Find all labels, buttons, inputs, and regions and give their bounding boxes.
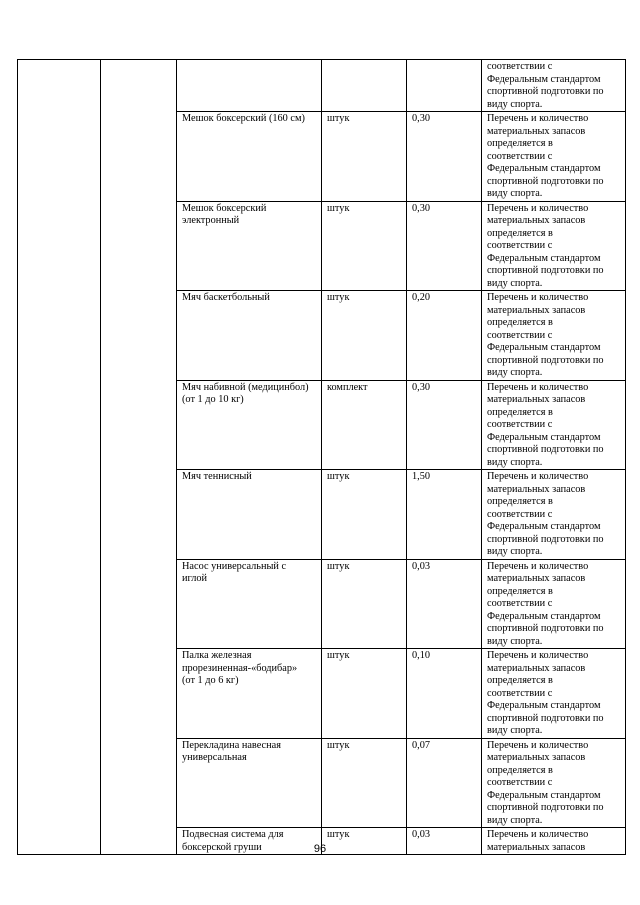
note-cell: Перечень и количество материальных запасов определяется в соответствии с Федеральным стандартом спортивной подготовки по виду спорта. [482, 291, 626, 381]
unit-cell: штук [322, 201, 407, 291]
item-name-cell: Насос универсальный с иглой [177, 559, 322, 649]
qty-cell: 0,03 [407, 828, 482, 855]
item-name-cell: Мяч набивной (медицинбол) (от 1 до 10 кг) [177, 380, 322, 470]
equipment-table [17, 59, 626, 855]
note-cell: Перечень и количество материальных запасов определяется в соответствии с Федеральным стандартом спортивной подготовки по виду спорта. [482, 380, 626, 470]
qty-cell: 0,03 [407, 559, 482, 649]
note-cell: Перечень и количество материальных запасов [482, 828, 626, 855]
note-cell: соответствии с Федеральным стандартом спортивной подготовки по виду спорта. [482, 60, 626, 112]
unit-cell: комплект [322, 380, 407, 470]
merged-cell-col2 [101, 60, 177, 855]
note-cell: Перечень и количество материальных запасов определяется в соответствии с Федеральным стандартом спортивной подготовки по виду спорта. [482, 112, 626, 202]
item-name-cell: Подвесная система для боксерской груши [177, 828, 322, 855]
table-body [18, 60, 626, 855]
note-cell: Перечень и количество материальных запасов определяется в соответствии с Федеральным стандартом спортивной подготовки по виду спорта. [482, 738, 626, 828]
qty-cell: 1,50 [407, 470, 482, 560]
unit-cell [322, 60, 407, 112]
item-name-cell: Перекладина навесная универсальная [177, 738, 322, 828]
page-number: 96 [313, 843, 327, 855]
qty-cell: 0,30 [407, 201, 482, 291]
unit-cell: штук [322, 828, 407, 855]
note-cell: Перечень и количество материальных запасов определяется в соответствии с Федеральным стандартом спортивной подготовки по виду спорта. [482, 649, 626, 739]
qty-cell: 0,30 [407, 380, 482, 470]
item-name-cell [177, 60, 322, 112]
item-name-cell: Мешок боксерский (160 см) [177, 112, 322, 202]
item-name-cell: Палка железная прорезиненная-«бодибар» (от 1 до 6 кг) [177, 649, 322, 739]
unit-cell: штук [322, 470, 407, 560]
table-row-continuation [18, 60, 626, 112]
unit-cell: штук [322, 559, 407, 649]
unit-cell: штук [322, 112, 407, 202]
item-name-cell: Мяч баскетбольный [177, 291, 322, 381]
unit-cell: штук [322, 291, 407, 381]
qty-cell: 0,20 [407, 291, 482, 381]
item-name-cell: Мяч теннисный [177, 470, 322, 560]
qty-cell: 0,30 [407, 112, 482, 202]
note-cell: Перечень и количество материальных запасов определяется в соответствии с Федеральным стандартом спортивной подготовки по виду спорта. [482, 470, 626, 560]
unit-cell: штук [322, 649, 407, 739]
qty-cell: 0,10 [407, 649, 482, 739]
note-cell: Перечень и количество материальных запасов определяется в соответствии с Федеральным стандартом спортивной подготовки по виду спорта. [482, 559, 626, 649]
qty-cell: 0,07 [407, 738, 482, 828]
qty-cell [407, 60, 482, 112]
unit-cell: штук [322, 738, 407, 828]
item-name-cell: Мешок боксерский электронный [177, 201, 322, 291]
merged-cell-col1 [18, 60, 101, 855]
note-cell: Перечень и количество материальных запасов определяется в соответствии с Федеральным стандартом спортивной подготовки по виду спорта. [482, 201, 626, 291]
